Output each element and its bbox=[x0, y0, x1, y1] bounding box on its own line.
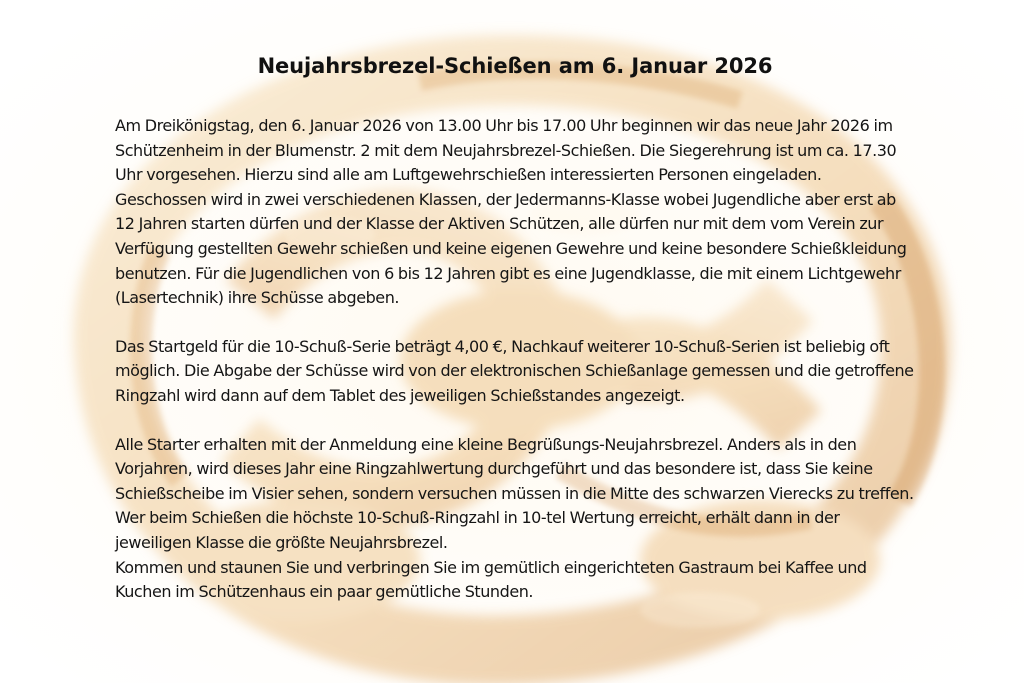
paragraph-event-details: Am Dreikönigstag, den 6. Januar 2026 von 13.00 Uhr bis 17.00 Uhr beginnen wir das neue Jahr 2026 im Schützenheim in der Blumenstr. 2 mit dem Neujahrsbrezel-Schießen. Die Siegerehrung ist um ca. 17.30 Uhr vorgesehen. Hierzu sind alle am Luftgewehrschießen interessierten Personen eingeladen. Geschossen wird in zwei verschiedenen Klassen, der Jedermanns-Klasse wobei Jugendliche aber erst ab 12 Jahren starten dürfen und der Klasse der Aktiven Schützen, alle dürfen nur mit dem vom Verein zur Verfügung gestellten Gewehr schießen und keine eigenen Gewehre und keine besondere Schießkleidung benutzen. Für die Jugendlichen von 6 bis 12 Jahren gibt es eine Jugendklasse, die mit einem Lichtgewehr (Lasertechnik) ihre Schüsse abgeben. bbox=[115, 116, 907, 308]
paragraph-invitation: Kommen und staunen Sie und verbringen Sie im gemütlich eingerichteten Gastraum bei Kaffee und Kuchen im Schützenhaus ein paar gemütliche Stunden. bbox=[115, 557, 867, 602]
paragraph-scoring: Alle Starter erhalten mit der Anmeldung eine kleine Begrüßungs-Neujahrsbrezel. Anders als in den Vorjahren, wird dieses Jahr eine Ringzahlwertung durchgeführt und das besondere ist, dass Sie keine Schießscheibe im Visier sehen, sondern versuchen müssen in die Mitte des schwarzen Vierecks zu treffen. Wer beim Schießen die höchste 10-Schuß-Ringzahl in 10-tel Wertung erreicht, erhält dann in der jeweiligen Klasse die größte Neujahrsbrezel. bbox=[115, 434, 914, 552]
document-content bbox=[115, 52, 915, 605]
paragraph-entry-fee: Das Startgeld für die 10-Schuß-Serie beträgt 4,00 €, Nachkauf weiterer 10-Schuß-Serien ist beliebig oft möglich. Die Abgabe der Schüsse wird von der elektronischen Schießanlage gemessen und die getroffene Ringzahl wird dann auf dem Tablet des jeweiligen Schießstandes angezeigt. bbox=[115, 336, 914, 405]
document-title: Neujahrsbrezel-Schießen am 6. Januar 2026 bbox=[257, 54, 773, 78]
